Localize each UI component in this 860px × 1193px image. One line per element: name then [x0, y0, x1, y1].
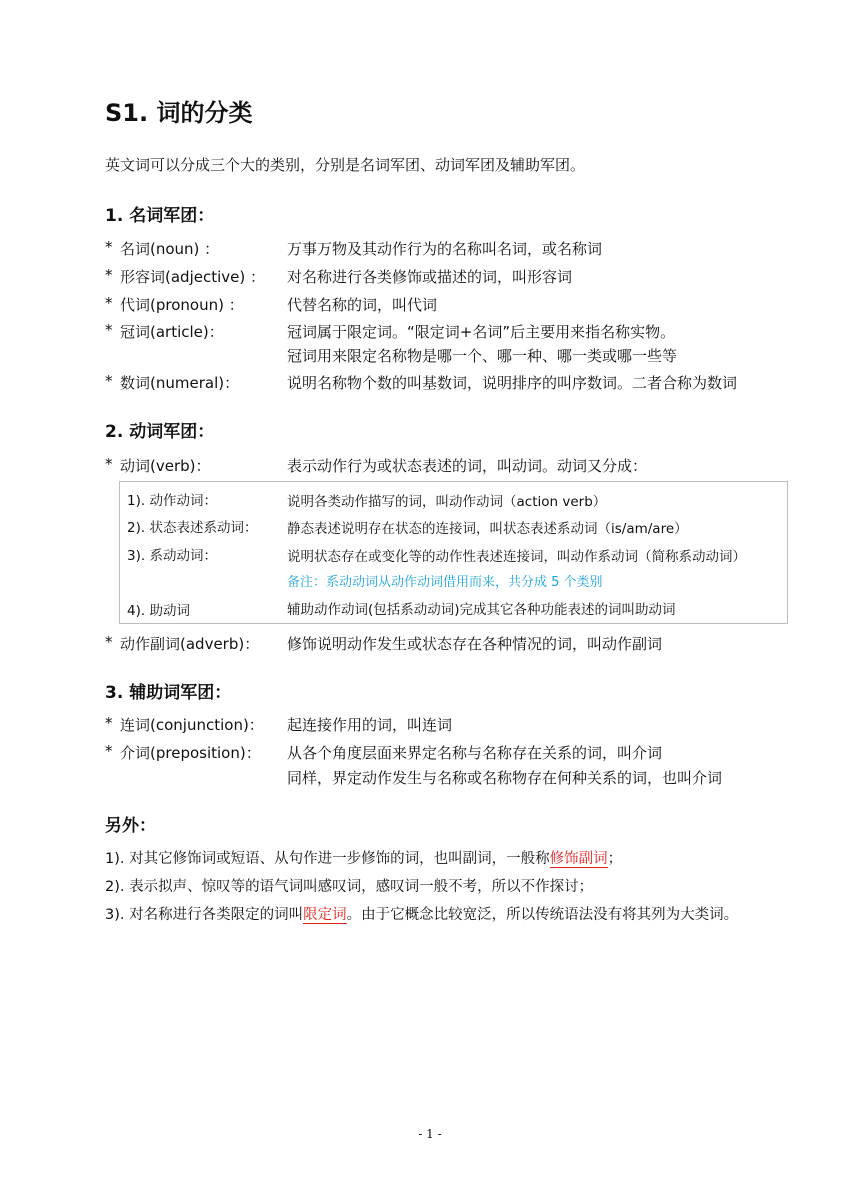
- term-adjective: 形容词(adjective) ：: [120, 268, 265, 286]
- desc-noun: 万事万物及其动作行为的名称叫名词，或名称词: [287, 240, 603, 258]
- highlight-modifier-adverb: 修饰副词: [549, 851, 608, 867]
- bullet: *: [105, 714, 113, 732]
- desc-action-verb: 说明各类动作描写的词，叫动作动词（action verb）: [287, 494, 607, 510]
- term-preposition: 介词(preposition)：: [120, 744, 261, 762]
- extra-line-3-text: 3). 对名称进行各类限定的词叫: [105, 907, 304, 923]
- bullet: *: [105, 742, 113, 760]
- term-conjunction: 连词(conjunction)：: [120, 716, 264, 734]
- desc-numeral: 说明名称物个数的叫基数词，说明排序的叫序数词。二者合称为数词: [287, 374, 738, 392]
- desc-conjunction: 起连接作用的词，叫连词: [287, 716, 453, 734]
- term-auxiliary-verb: 4). 助动词: [127, 603, 190, 619]
- term-verb: 动词(verb)：: [120, 457, 211, 475]
- bullet: *: [105, 633, 113, 651]
- page-number: - 1 -: [418, 1127, 442, 1141]
- extra-line-3-end: 。由于它概念比较宽泛，所以传统语法没有将其列为大类词。: [346, 907, 739, 923]
- extra-line-2: 2). 表示拟声、惊叹等的语气词叫感叹词，感叹词一般不考，所以不作探讨；: [105, 879, 594, 895]
- section-verb-heading: 2. 动词军团：: [105, 422, 215, 442]
- desc-preposition: 从各个角度层面来界定名称与名称存在关系的词，叫介词: [287, 744, 663, 762]
- term-state-linking-verb: 2). 状态表述系动词：: [127, 520, 258, 536]
- note-linking-action-verb: 备注：系动动词从动作动词借用而来，共分成 5 个类别: [287, 575, 603, 590]
- desc-pronoun: 代替名称的词，叫代词: [287, 296, 438, 314]
- bullet: *: [105, 238, 113, 256]
- term-linking-action-verb: 3). 系动动词：: [127, 548, 217, 564]
- desc-article: 冠词属于限定词。“限定词+名词”后主要用来指名称实物。: [287, 323, 676, 341]
- page-title: S1. 词的分类: [105, 99, 253, 127]
- term-pronoun: 代词(pronoun) ：: [120, 296, 244, 314]
- bullet: *: [105, 455, 113, 473]
- desc-state-linking-verb: 静态表述说明存在状态的连接词，叫状态表述系动词（is/am/are）: [287, 521, 688, 537]
- section-auxiliary-heading: 3. 辅助词军团：: [105, 683, 232, 703]
- desc-adjective: 对名称进行各类修饰或描述的词，叫形容词: [287, 268, 573, 286]
- desc-article-line2: 冠词用来限定名称物是哪一个、哪一种、哪一类或哪一些等: [287, 347, 678, 365]
- term-action-verb: 1). 动作动词：: [127, 493, 217, 509]
- bullet: *: [105, 321, 113, 339]
- desc-linking-action-verb: 说明状态存在或变化等的动作性表述连接词，叫动作系动词（简称系动动词）: [287, 549, 746, 565]
- term-numeral: 数词(numeral)：: [120, 374, 240, 392]
- highlight-determiner: 限定词: [303, 907, 347, 923]
- term-noun: 名词(noun) ：: [120, 240, 220, 258]
- desc-verb: 表示动作行为或状态表述的词，叫动词。动词又分成：: [287, 457, 648, 475]
- bullet: *: [105, 266, 113, 284]
- section-noun-heading: 1. 名词军团：: [105, 206, 215, 226]
- term-adverb: 动作副词(adverb)：: [120, 635, 260, 653]
- extra-line-1-end: ；: [607, 851, 623, 867]
- extra-line-1-text: 1). 对其它修饰词或短语、从句作进一步修饰的词，也叫副词，一般称: [105, 851, 550, 867]
- bullet: *: [105, 294, 113, 312]
- extra-line-1: [105, 847, 622, 868]
- intro-text: 英文词可以分成三个大的类别，分别是名词军团、动词军团及辅助军团。: [105, 156, 586, 174]
- desc-preposition-line2: 同样，界定动作发生与名称或名称物存在何种关系的词，也叫介词: [287, 769, 723, 787]
- term-article: 冠词(article)：: [120, 323, 224, 341]
- desc-adverb: 修饰说明动作发生或状态存在各种情况的词，叫动作副词: [287, 635, 663, 653]
- desc-auxiliary-verb: 辅助动作动词(包括系动动词)完成其它各种功能表述的词叫助动词: [287, 602, 676, 618]
- bullet: *: [105, 372, 113, 390]
- extra-line-3: [105, 903, 738, 924]
- extra-heading: 另外：: [105, 816, 156, 836]
